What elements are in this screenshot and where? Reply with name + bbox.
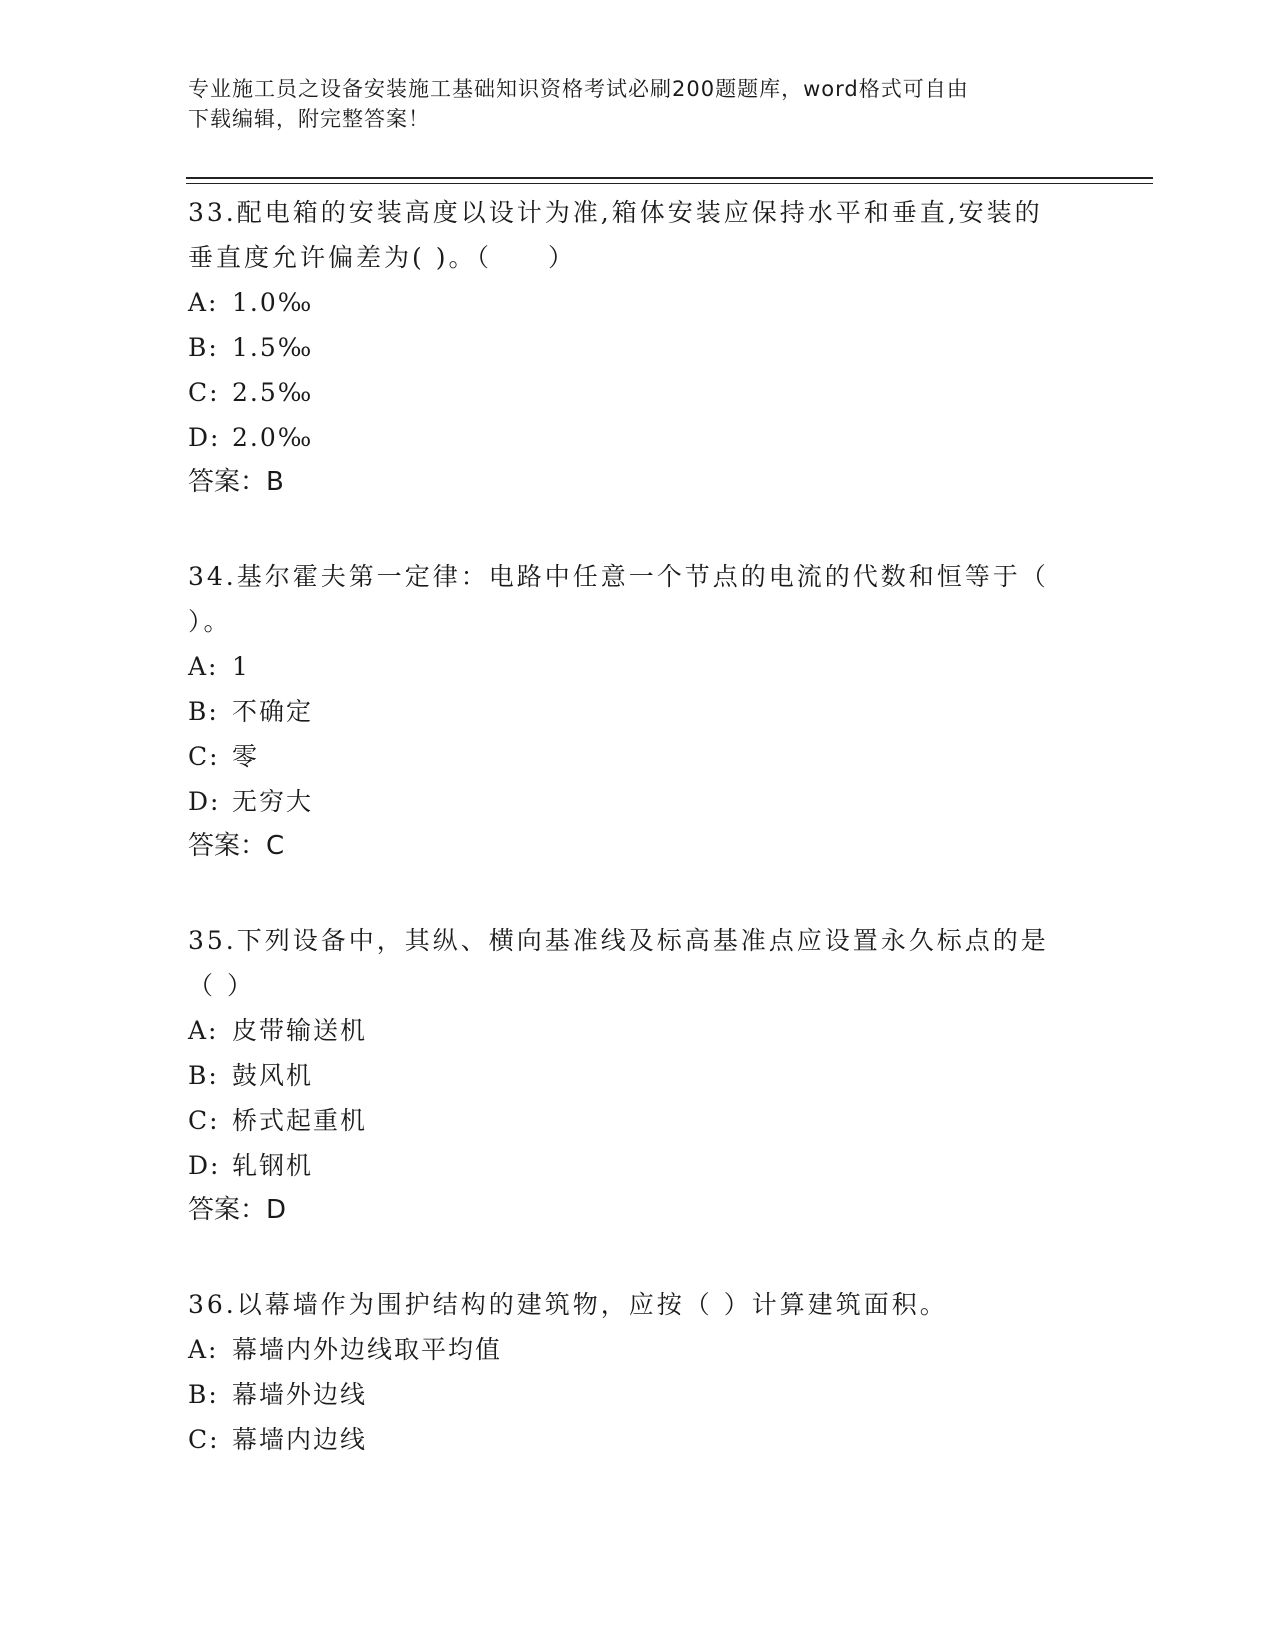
answer-line: 答案：B [188, 467, 284, 497]
option-letter: C: [188, 1425, 220, 1454]
question-text-line: 36.以幕墙作为围护结构的建筑物，应按（ ）计算建筑面积。 [188, 1290, 948, 1319]
option-letter: B: [188, 697, 219, 726]
option-text: 2.0‰ [232, 423, 314, 452]
option-a [188, 1008, 1088, 1053]
option-letter: B: [188, 1061, 219, 1090]
option-letter: C: [188, 378, 220, 407]
option-letter: D: [188, 423, 221, 452]
option-text: 幕墙内外边线取平均值 [232, 1335, 503, 1364]
header-divider-thin [186, 183, 1153, 184]
header-line-2: 下载编辑，附完整答案！ [188, 107, 430, 131]
question-36 [188, 1282, 1088, 1462]
option-letter: A: [188, 1335, 219, 1364]
option-letter: B: [188, 333, 219, 362]
option-c [188, 734, 1088, 779]
option-letter: C: [188, 742, 220, 771]
answer-line: 答案：D [188, 1195, 287, 1225]
question-list [188, 190, 1088, 1511]
option-d [188, 1143, 1088, 1188]
option-text: 皮带输送机 [232, 1016, 368, 1045]
option-text: 零 [232, 742, 260, 771]
option-text: 1.0‰ [232, 288, 314, 317]
option-letter: D: [188, 1151, 221, 1180]
option-d [188, 415, 1088, 460]
question-text-line: 34.基尔霍夫第一定律：电路中任意一个节点的电流的代数和恒等于（ [188, 562, 1049, 591]
option-letter: C: [188, 1106, 220, 1135]
option-d [188, 779, 1088, 824]
option-text: 1.5‰ [232, 333, 314, 362]
option-a [188, 280, 1088, 325]
option-a [188, 1327, 1088, 1372]
question-text-line: 33.配电箱的安装高度以设计为准,箱体安装应保持水平和垂直,安装的 [188, 198, 1043, 227]
option-text: 鼓风机 [232, 1061, 314, 1090]
option-text: 轧钢机 [232, 1151, 314, 1180]
question-text-line: ）。 [188, 607, 232, 636]
option-letter: D: [188, 787, 221, 816]
header-divider-thick [186, 177, 1153, 179]
option-text: 幕墙外边线 [232, 1380, 368, 1409]
header-line-1: 专业施工员之设备安装施工基础知识资格考试必刷200题题库，word格式可自由 [188, 77, 969, 101]
option-b [188, 325, 1088, 370]
option-letter: A: [188, 1016, 219, 1045]
option-text: 桥式起重机 [232, 1106, 368, 1135]
question-text-line: 垂直度允许偏差为( )。（ ） [188, 243, 576, 272]
option-text: 不确定 [232, 697, 314, 726]
question-text-line: 35.下列设备中，其纵、横向基准线及标高基准点应设置永久标点的是 [188, 926, 1049, 955]
option-a [188, 644, 1088, 689]
option-letter: A: [188, 652, 219, 681]
option-c [188, 370, 1088, 415]
answer-line: 答案：C [188, 831, 285, 861]
option-b [188, 1372, 1088, 1417]
option-b [188, 689, 1088, 734]
option-letter: A: [188, 288, 219, 317]
option-c [188, 1098, 1088, 1143]
option-text: 1 [232, 652, 250, 681]
option-c [188, 1417, 1088, 1462]
option-b [188, 1053, 1088, 1098]
document-header [188, 74, 1078, 134]
option-text: 2.5‰ [232, 378, 314, 407]
option-text: 幕墙内边线 [232, 1425, 368, 1454]
question-33 [188, 190, 1088, 505]
question-text-line: （ ） [188, 971, 255, 1000]
question-34 [188, 554, 1088, 869]
option-letter: B: [188, 1380, 219, 1409]
option-text: 无穷大 [232, 787, 314, 816]
question-35 [188, 918, 1088, 1233]
